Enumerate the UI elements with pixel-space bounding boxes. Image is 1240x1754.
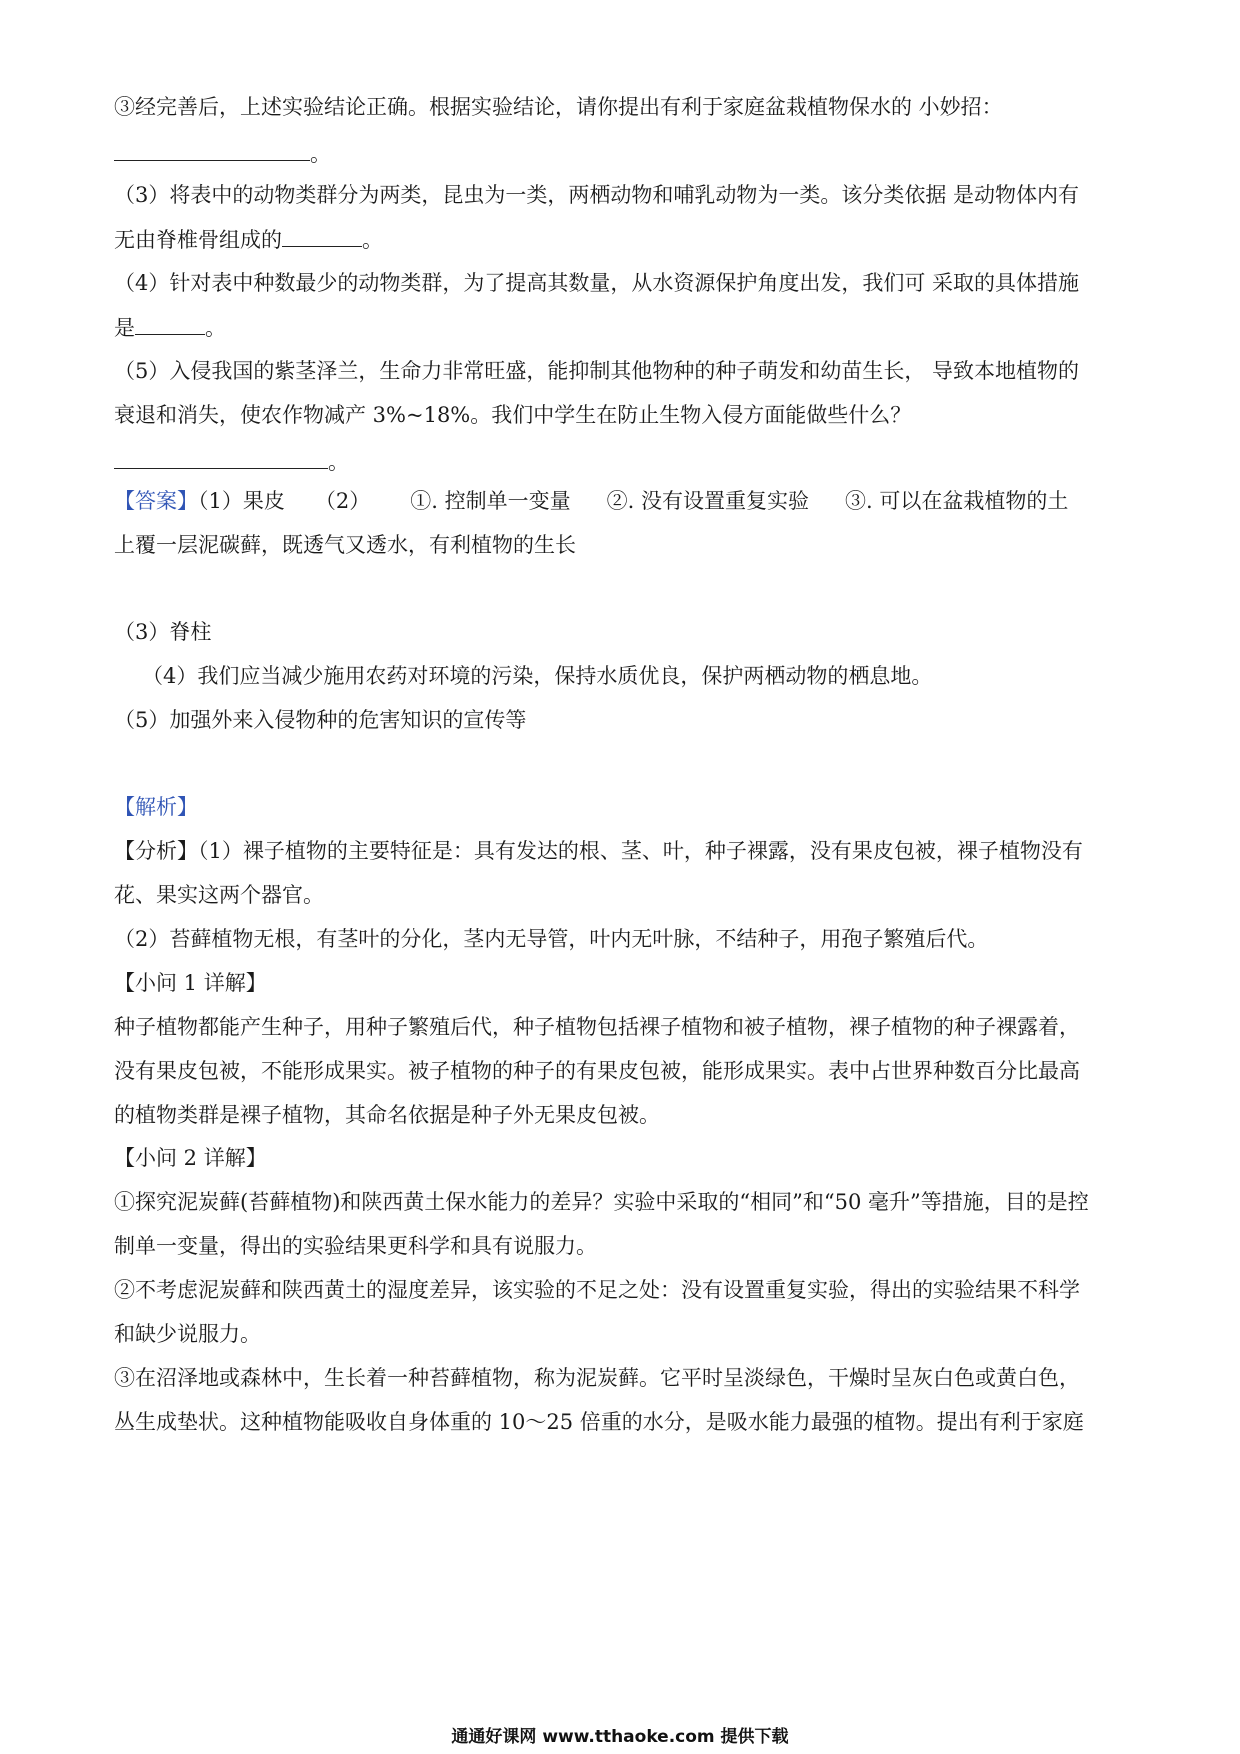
page-footer: 通通好课网 www.tthaoke.com 提供下载 — [451, 1727, 789, 1747]
fill-blank — [282, 224, 362, 247]
answer-blank-line: 。 — [114, 138, 1134, 169]
answer-tag: 【答案】 — [114, 489, 198, 513]
question-4: （4）针对表中种数最少的动物类群，为了提高其数量，从水资源保护角度出发，我们可 采取的具体措施 — [114, 271, 1080, 295]
fill-blank — [114, 446, 328, 469]
question-3: （3）将表中的动物类群分为两类，昆虫为一类，两栖动物和哺乳动物为一类。该分类依据 是动物体内有 — [114, 183, 1080, 207]
answer-header: 【答案】（1）果皮 （2） ①. 控制单一变量 ②. 没有设置重复实验 ③. 可以在盆栽植物的土 — [114, 489, 1069, 513]
subquestion-1-heading: 【小问 1 详解】 — [114, 971, 267, 995]
analysis-tag: 【解析】 — [114, 795, 198, 819]
subquestion-2-heading: 【小问 2 详解】 — [114, 1146, 267, 1170]
analysis-p1-cont: 花、果实这两个器官。 — [114, 883, 324, 907]
question-4-cont: 是 。 — [114, 312, 1134, 343]
subquestion-1-text: 种子植物都能产生种子，用种子繁殖后代，种子植物包括裸子植物和被子植物，裸子植物的种子裸露着， — [114, 1015, 1080, 1039]
question-3-cont: 无由脊椎骨组成的 。 — [114, 224, 1134, 255]
subquestion-1-text: 的植物类群是裸子植物，其命名依据是种子外无果皮包被。 — [114, 1103, 660, 1127]
fill-blank — [114, 138, 310, 161]
answer-4: （4）我们应当减少施用农药对环境的污染，保持水质优良，保护两栖动物的栖息地。 — [142, 664, 933, 688]
subquestion-2-text: ②不考虑泥炭藓和陕西黄土的湿度差异，该实验的不足之处：没有设置重复实验，得出的实验结果不科学 — [114, 1278, 1080, 1302]
subquestion-2-text: 和缺少说服力。 — [114, 1322, 261, 1346]
analysis-p2: （2）苔藓植物无根，有茎叶的分化，茎内无导管，叶内无叶脉，不结种子，用孢子繁殖后代。 — [114, 927, 989, 951]
analysis-p1: 【分析】（1）裸子植物的主要特征是：具有发达的根、茎、叶，种子裸露，没有果皮包被，裸子植物没有 — [114, 839, 1083, 863]
answer-5: （5）加强外来入侵物种的危害知识的宣传等 — [114, 708, 527, 732]
answer-3: （3）脊柱 — [114, 620, 212, 644]
question-3-3: ③经完善后，上述实验结论正确。根据实验结论，请你提出有利于家庭盆栽植物保水的 小妙招： — [114, 95, 1003, 119]
question-5-cont: 衰退和消失，使农作物减产 3%~18%。我们中学生在防止生物入侵方面能做些什么？ — [114, 403, 912, 427]
answer-blank-line: 。 — [114, 446, 1134, 477]
question-5: （5）入侵我国的紫茎泽兰，生命力非常旺盛，能抑制其他物种的种子萌发和幼苗生长， 导致本地植物的 — [114, 359, 1080, 383]
subquestion-2-text: ③在沼泽地或森林中，生长着一种苔藓植物，称为泥炭藓。它平时呈淡绿色，干燥时呈灰白色或黄白色， — [114, 1366, 1080, 1390]
subquestion-1-text: 没有果皮包被，不能形成果实。被子植物的种子的有果皮包被，能形成果实。表中占世界种数百分比最高 — [114, 1059, 1080, 1083]
subquestion-2-text: 制单一变量，得出的实验结果更科学和具有说服力。 — [114, 1234, 597, 1258]
subquestion-2-text: ①探究泥炭藓(苔藓植物)和陕西黄土保水能力的差异？实验中采取的“相同”和“50 毫升”等措施，目的是控 — [114, 1190, 1089, 1214]
subquestion-2-text: 丛生成垫状。这种植物能吸收自身体重的 10～25 倍重的水分，是吸水能力最强的植物。提出有利于家庭 — [114, 1410, 1084, 1434]
answer-2-3-cont: 上覆一层泥碳藓，既透气又透水，有利植物的生长 — [114, 533, 576, 557]
fill-blank — [135, 312, 205, 335]
